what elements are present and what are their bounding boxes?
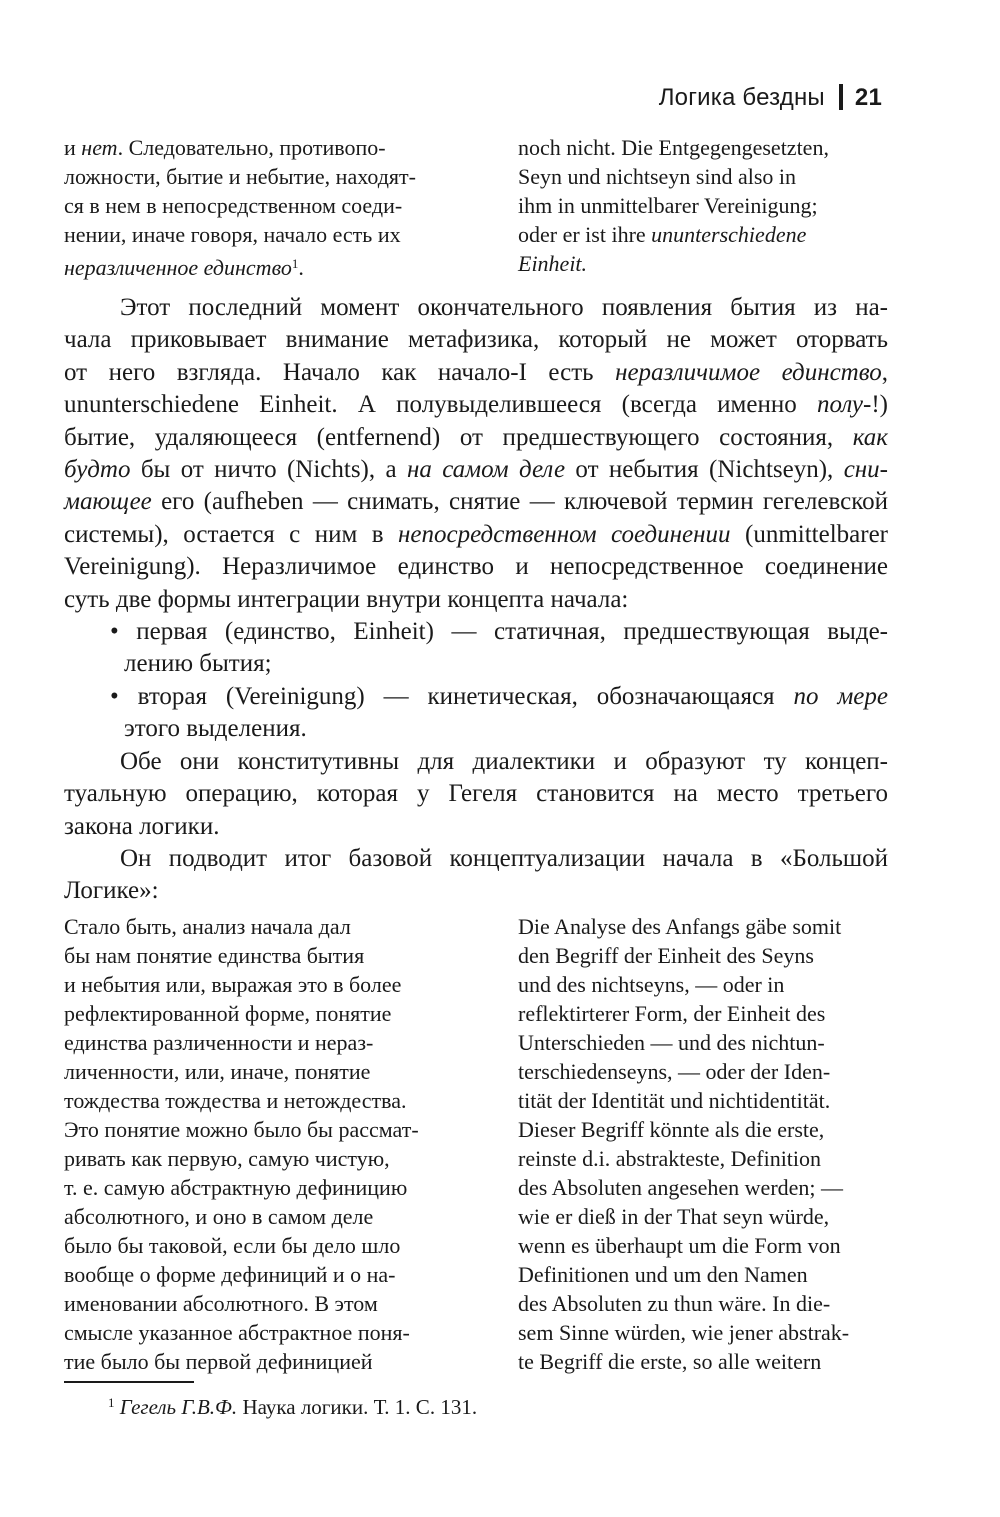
body-line: мающее его (aufheben — снимать, снятие — ключевой термин гегелевской <box>64 488 888 516</box>
body-line: системы), остается с ним в непосредственном соединении (unmittelbarer <box>64 520 889 548</box>
page-number: 21 <box>854 84 882 111</box>
quote-line <box>64 249 484 282</box>
quote-line: смысле указанное абстрактное поня- <box>64 1320 410 1345</box>
quote-line: tität der Identität und nichtidentität. <box>518 1088 831 1113</box>
quote-line <box>518 220 888 249</box>
quote-line <box>518 249 888 278</box>
footnote <box>108 1389 477 1421</box>
quote-line: личенности, или, иначе, понятие <box>64 1059 371 1084</box>
quote-line: тождества тождества и нетождества. <box>64 1088 407 1113</box>
bullet-item-continuation: лению бытия; <box>124 650 272 678</box>
body-line: будто бы от ничто (Nichts), а на самом деле от небытия (Nichtseyn), сни- <box>64 456 889 484</box>
quote-line: и небытия или, выражая это в более <box>64 972 402 997</box>
quote-line: reinste d.i. abstrakteste, Definition <box>518 1146 822 1171</box>
quote-line: sem Sinne würden, wie jener abstrak- <box>518 1320 850 1345</box>
body-line: Обе они конститутивны для диалектики и образуют ту концеп- <box>120 747 888 775</box>
footnote-text: Наука логики. Т. 1. С. 131. <box>242 1395 478 1419</box>
quote-line: рефлектированной форме, понятие <box>64 1001 392 1026</box>
quote-line-emphasis: неразличенное единство <box>64 255 292 280</box>
running-header <box>659 84 882 112</box>
bottom-quote-german <box>518 912 888 1376</box>
quote-line: Definitionen und um den Namen <box>518 1262 808 1287</box>
quote-line: именовании абсолютного. В этом <box>64 1291 378 1316</box>
quote-line: ihm in unmittelbarer Vereinigung; <box>518 193 818 218</box>
quote-line: Die Analyse des Anfangs gäbe somit <box>518 914 842 939</box>
quote-line: было бы таковой, если бы дело шло <box>64 1233 401 1258</box>
body-line: бытие, удаляющееся (entfernend) от предшествующего состояния, как <box>64 423 888 451</box>
body-line: ununterschiedene Einheit. А полувыделившееся (всегда именно полу-!) <box>64 391 888 419</box>
top-quote-russian <box>64 133 484 282</box>
quote-line: den Begriff der Einheit des Seyns <box>518 943 814 968</box>
footnote-author: Гегель Г.В.Ф. <box>119 1395 238 1419</box>
quote-line: wie er dieß in der That seyn würde, <box>518 1204 830 1229</box>
bullet-item: • вторая (Vereinigung) — кинетическая, обозначающаяся по мере <box>110 682 888 710</box>
quote-line: т. е. самую абстрактную дефиницию <box>64 1175 408 1200</box>
quote-line: te Begriff die erste, so alle weitern <box>518 1349 822 1374</box>
quote-line: Dieser Begriff könnte als die erste, <box>518 1117 825 1142</box>
bullet-item-continuation: этого выделения. <box>124 715 307 743</box>
quote-line: reflektirterer Form, der Einheit des <box>518 1001 826 1026</box>
quote-line-first-word: и <box>64 135 82 160</box>
quote-line-emphasis: нет <box>81 135 118 160</box>
body-line: чала приковывает внимание метафизика, который не может оторвать <box>64 326 888 354</box>
quote-line: бы нам понятие единства бытия <box>64 943 365 968</box>
quote-line: ложности, бытие и небытие, находят- <box>64 164 416 189</box>
quote-line: ривать как первую, самую чистую, <box>64 1146 390 1171</box>
quote-line-rest: . Следовательно, противопо- <box>117 135 386 160</box>
header-divider <box>839 84 843 110</box>
quote-line: und des nichtseyns, — oder in <box>518 972 785 997</box>
bottom-quote-russian <box>64 912 484 1376</box>
body-line: от него взгляда. Начало как начало-I есть неразличимое единство, <box>64 358 889 386</box>
body-line: закона логики. <box>64 812 220 840</box>
quote-line-text: oder er ist ihre <box>518 222 652 247</box>
quote-line: Unterschieden — und des nichtun- <box>518 1030 825 1055</box>
quote-line: wenn es überhaupt um die Form von <box>518 1233 841 1258</box>
quote-line: нении, иначе говоря, начало есть их <box>64 222 401 247</box>
quote-line: des Absoluten zu thun wäre. In die- <box>518 1291 831 1316</box>
body-line: Он подводит итог базовой концептуализации начала в «Большой <box>120 844 888 872</box>
quote-line-end: . <box>298 255 304 280</box>
main-text <box>64 292 888 908</box>
quote-line: единства различенности и нераз- <box>64 1030 374 1055</box>
quote-line: des Absoluten angesehen werden; — <box>518 1175 844 1200</box>
quote-line: абсолютного, и оно в самом деле <box>64 1204 374 1229</box>
quote-line: Seyn und nichtseyn sind also in <box>518 164 797 189</box>
body-line: Логике»: <box>64 877 159 905</box>
quote-line: ся в нем в непосредственном соеди- <box>64 193 403 218</box>
quote-line-emphasis: ununterschiedene <box>651 222 807 247</box>
body-line: туальную операцию, которая у Гегеля становится на место третьего <box>64 780 888 808</box>
top-quote-german <box>518 133 888 278</box>
body-line: суть две формы интеграции внутри концепта начала: <box>64 585 629 613</box>
quote-line: вообще о форме дефиниций и о на- <box>64 1262 396 1287</box>
body-line: Vereinigung). Неразличимое единство и непосредственное соединение <box>64 553 888 581</box>
quote-line: noch nicht. Die Entgegengesetzten, <box>518 135 829 160</box>
footnote-ref: 1 <box>291 256 299 271</box>
quote-line-emphasis: Einheit. <box>518 251 588 276</box>
quote-line: тие было бы первой дефиницией <box>64 1349 373 1374</box>
bullet-item: • первая (единство, Einheit) — статичная, предшествующая выде- <box>110 618 888 646</box>
running-title: Логика бездны <box>658 84 825 111</box>
footnote-marker: 1 <box>108 1395 115 1410</box>
footnote-divider <box>64 1381 194 1383</box>
quote-line: terschiedenseyns, — oder der Iden- <box>518 1059 831 1084</box>
quote-line: Это понятие можно было бы рассмат- <box>64 1117 419 1142</box>
quote-line: Стало быть, анализ начала дал <box>64 914 351 939</box>
quote-line <box>64 133 484 162</box>
body-line: Этот последний момент окончательного появления бытия из на- <box>120 294 888 321</box>
